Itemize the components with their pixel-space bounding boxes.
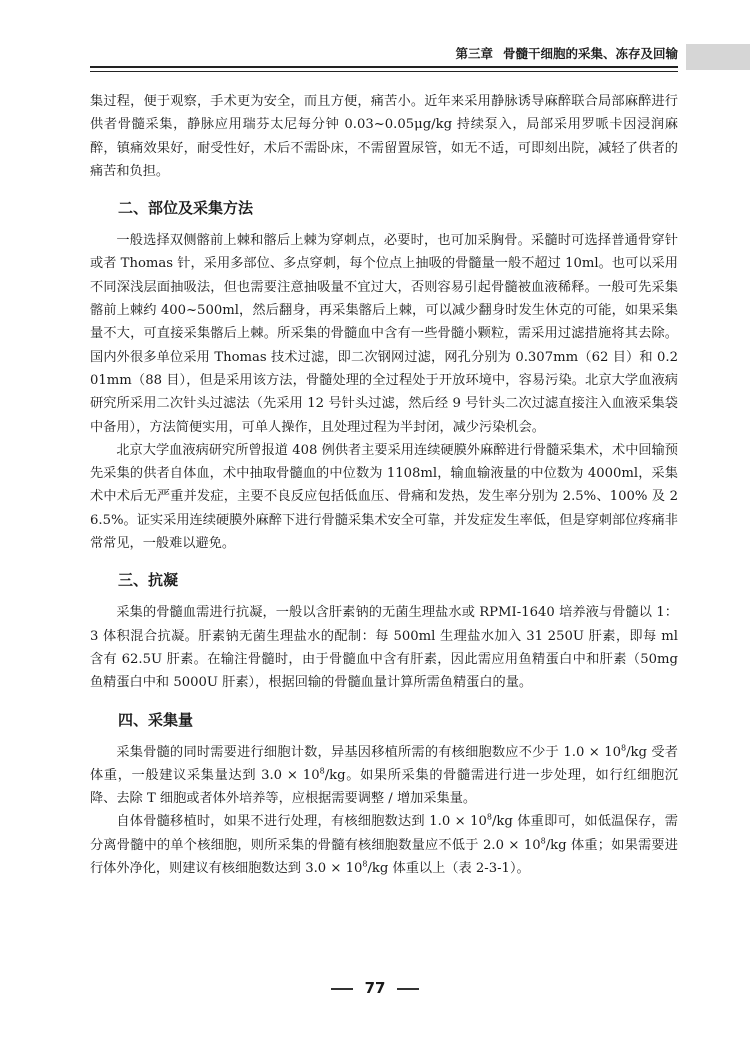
section-heading-collection-volume: 四、采集量 <box>118 710 194 729</box>
section-heading-site-method: 二、部位及采集方法 <box>118 199 254 218</box>
thumb-tab <box>686 44 750 70</box>
superscript: 8 <box>540 836 546 846</box>
page-body <box>90 90 678 880</box>
paragraph-site-method-1: 一般选择双侧髂前上棘和髂后上棘为穿刺点，必要时，也可加采胸骨。采髓时可选择普通骨穿针或者 Thomas 针，采用多部位、多点穿刺，每个位点上抽吸的骨髓量一般不超过 10ml。也可以采用不同深浅层面抽吸法，但也需要注意抽吸量不宜过大，否则容易引起骨髓被血液稀释。一般可先采集髂前上棘约 400~500ml，然后翻身，再采集髂后上棘，可以减少翻身时发生休克的可能，如果采集量不大，可直接采集髂后上棘。所采集的骨髓血中含有一些骨髓小颗粒，需采用过滤措施将其去除。国内外很多单位采用 Thomas 技术过滤，即二次钢网过滤，网孔分别为 0.307mm（62 目）和 0.201mm（88 目），但是采用该方法，骨髓处理的全过程处于开放环境中，容易污染。北京大学血液病研究所采用二次针头过滤法（先采用 12 号针头过滤，然后经 9 号针头二次过滤直接注入血液采集袋中备用），方法简便实用，可单人操作，且处理过程为半封闭，减少污染机会。 <box>90 233 678 435</box>
text-run: /kg。如果所采集的骨髓需进行进一步处理，如行红细胞沉降、去除 T 细胞或者体外培养等，应根据需要调整 / 增加采集量。 <box>90 767 678 807</box>
text-run: /kg 受者体重，一般建议采集量达到 3.0 × 10 <box>90 744 678 783</box>
superscript: 8 <box>486 813 492 823</box>
paragraph-anticoagulation: 采集的骨髓血需进行抗凝，一般以含肝素钠的无菌生理盐水或 RPMI-1640 培养液与骨髓以 1：3 体积混合抗凝。肝素钠无菌生理盐水的配制：每 500ml 生理盐水加入 31 250U 肝素，即每 ml 含有 62.5U 肝素。在输注骨髓时，由于骨髓血中含有肝素，因此需应用鱼精蛋白中和肝素（50mg 鱼精蛋白中和 5000U 肝素），根据回输的骨髓血量计算所需鱼精蛋白的量。 <box>90 605 678 691</box>
chapter-title: 骨髓干细胞的采集、冻存及回输 <box>502 46 678 61</box>
text-run: /kg 体重；如果需要进行体外净化，则建议有核细胞数达到 3.0 × 10 <box>90 837 678 877</box>
page-number: 77 <box>364 979 386 997</box>
text-run: 自体骨髓移植时，如果不进行处理，有核细胞数达到 1.0 × 10 <box>116 814 487 830</box>
text-run: /kg 体重以上（表 2-3-1）。 <box>367 861 530 877</box>
footer-dash-right <box>397 988 419 990</box>
paragraph-collection-volume-2 <box>90 810 678 880</box>
superscript: 8 <box>362 859 368 869</box>
intro-paragraph: 集过程，便于观察，手术更为安全，而且方便，痛苦小。近年来采用静脉诱导麻醉联合局部麻醉进行供者骨髓采集，静脉应用瑞芬太尼每分钟 0.03~0.05μg/kg 持续泵入，局部采用罗哌卡因浸润麻醉，镇痛效果好，耐受性好，术后不需卧床，不需留置尿管，如无不适，可即刻出院，减轻了供者的痛苦和负担。 <box>90 94 678 179</box>
text-run: 采集骨髓的同时需要进行细胞计数，异基因移植所需的有核细胞数应不少于 1.0 × 10 <box>116 744 621 760</box>
running-header <box>90 44 678 68</box>
page-footer <box>0 978 750 998</box>
superscript: 8 <box>319 766 325 776</box>
text-run: /kg 体重即可，如低温保存，需分离骨髓中的单个核细胞，则所采集的骨髓有核细胞数量应不低于 2.0 × 10 <box>90 814 678 853</box>
paragraph-site-method-2: 北京大学血液病研究所曾报道 408 例供者主要采用连续硬膜外麻醉进行骨髓采集术，术中回输预先采集的供者自体血，术中抽取骨髓血的中位数为 1108ml，输血输液量的中位数为 4000ml，采集术中术后无严重并发症，主要不良反应包括低血压、骨痛和发热，发生率分别为 2.5%、100% 及 26.5%。证实采用连续硬膜外麻醉下进行骨髓采集术安全可靠，并发症发生率低，但是穿刺部位疼痛非常常见，一般难以避免。 <box>90 442 678 552</box>
footer-dash-left <box>331 988 353 990</box>
superscript: 8 <box>621 743 627 753</box>
section-heading-anticoagulation: 三、抗凝 <box>118 571 179 590</box>
chapter-label: 第三章 <box>455 46 493 61</box>
paragraph-collection-volume-1 <box>90 741 678 811</box>
header-rule <box>90 71 678 72</box>
